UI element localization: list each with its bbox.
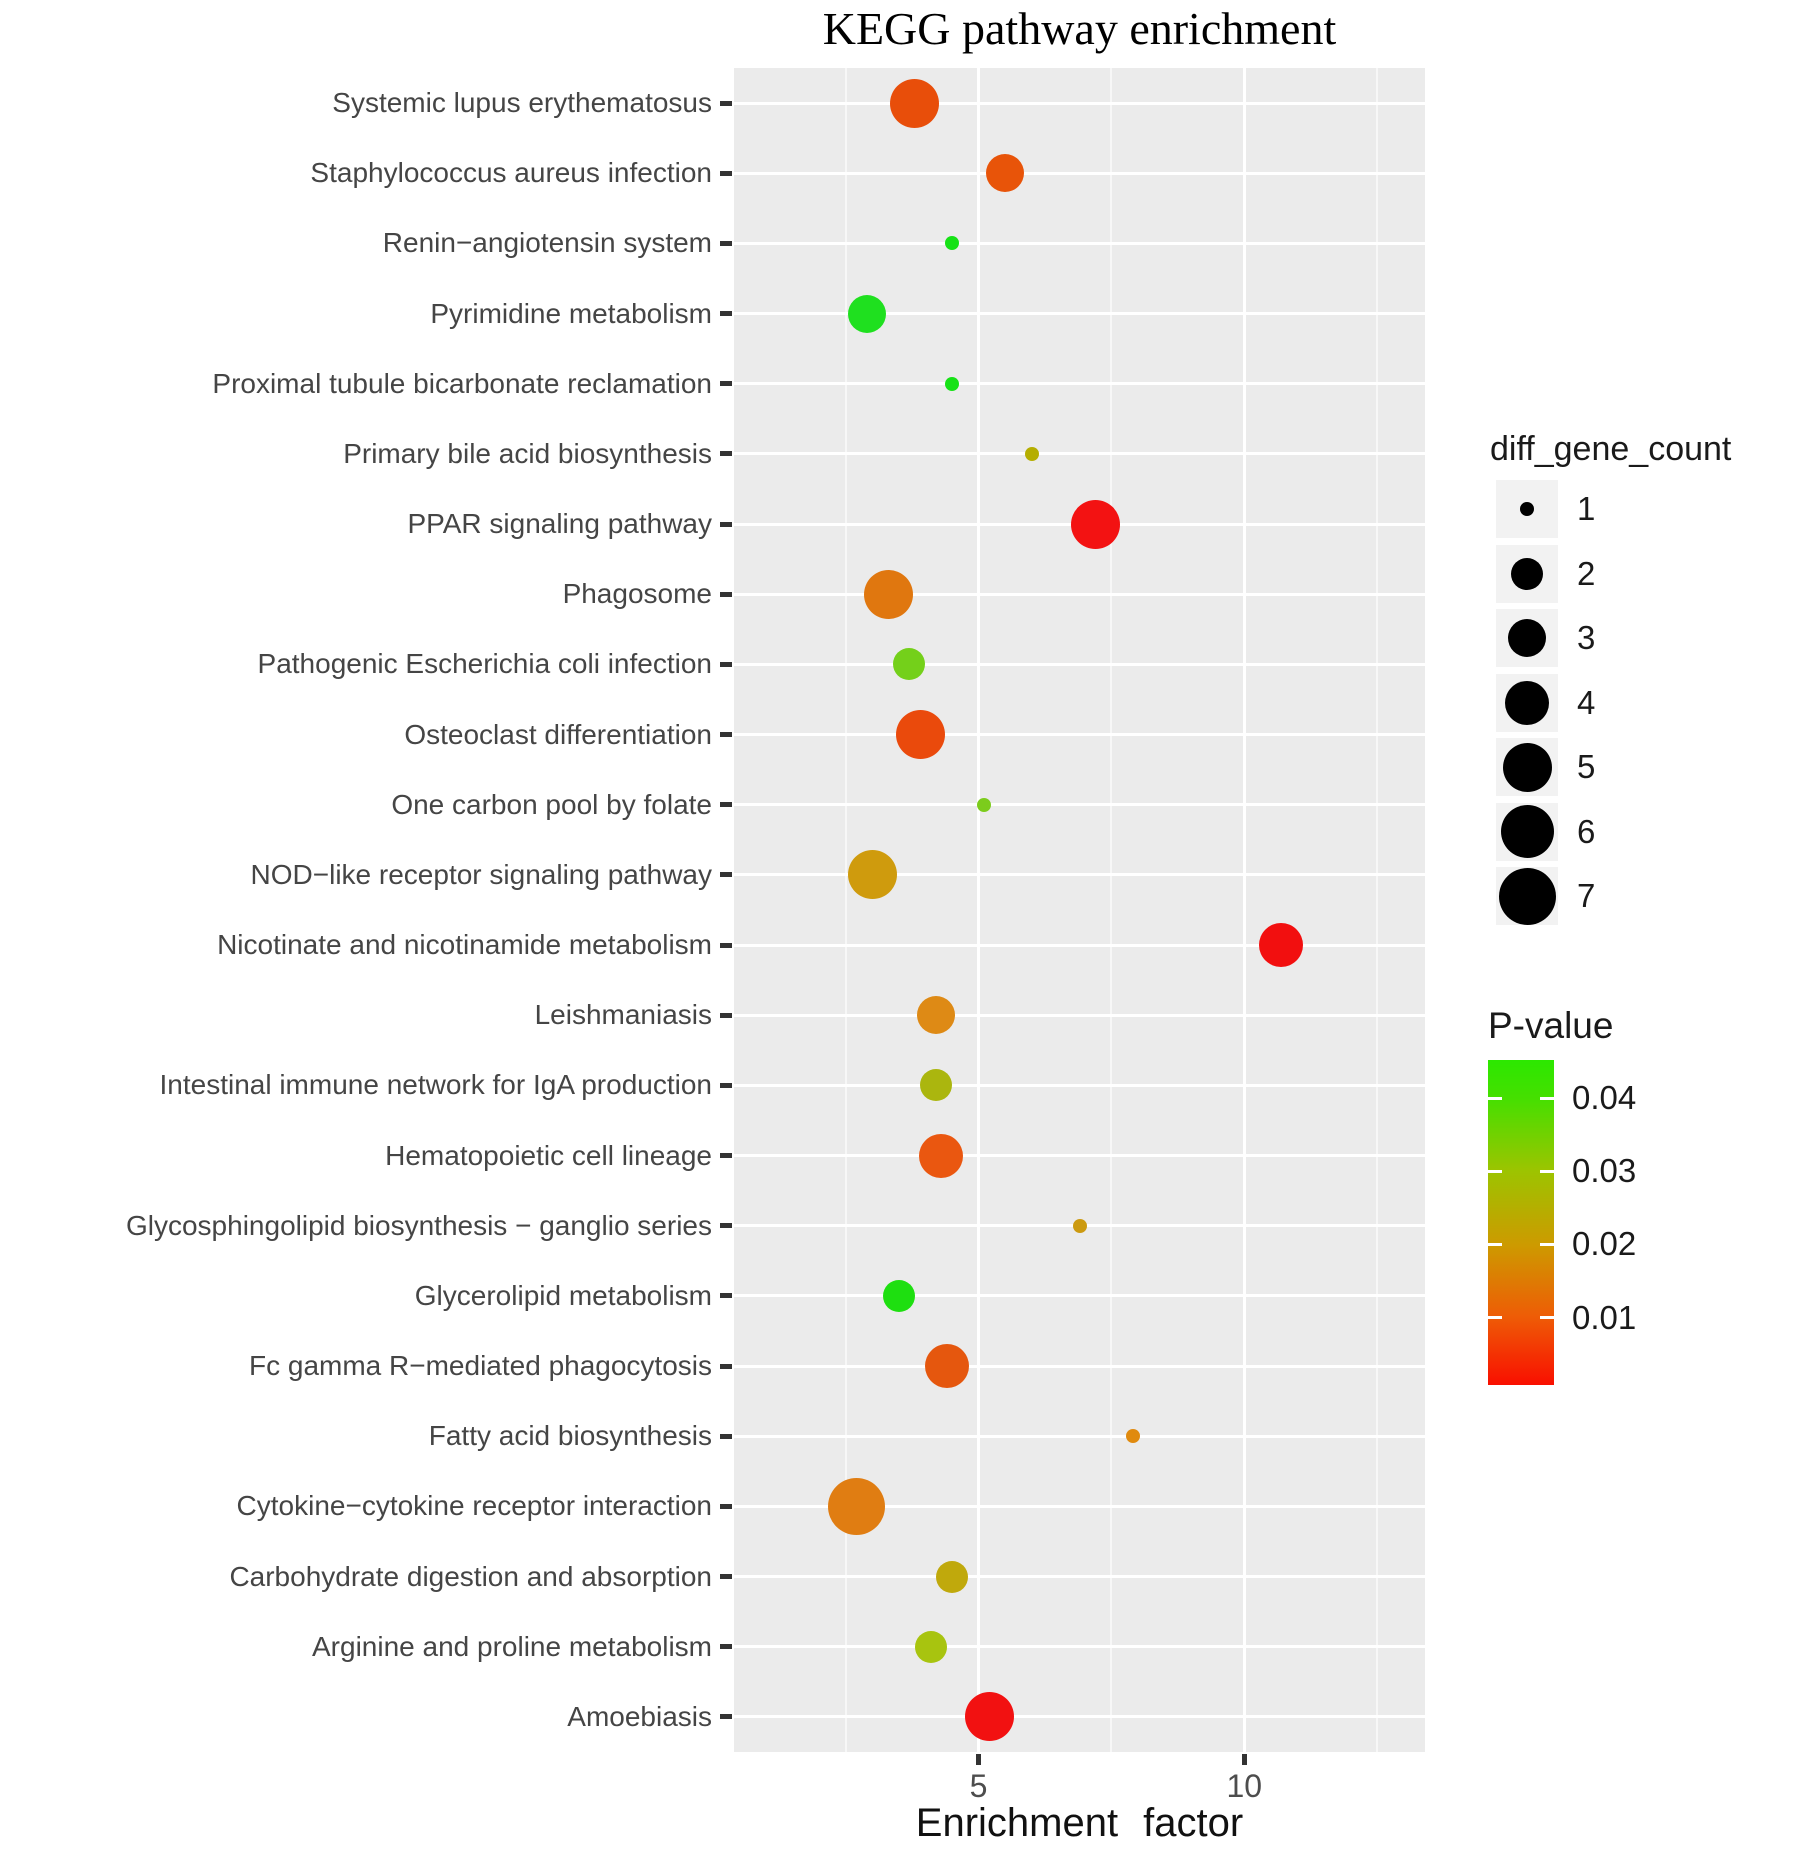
data-point — [1126, 1429, 1140, 1443]
pvalue-tick-label: 0.04 — [1572, 1079, 1637, 1117]
y-gridline-major — [734, 1365, 1425, 1368]
data-point — [936, 1561, 968, 1593]
data-point — [848, 295, 886, 333]
y-gridline-major — [734, 873, 1425, 876]
y-axis-tick — [720, 1504, 732, 1509]
size-legend-dot — [1505, 681, 1549, 725]
x-gridline-major — [977, 68, 980, 1752]
size-legend-dot — [1501, 805, 1554, 858]
x-axis-title: Enrichment factor — [915, 1801, 1244, 1845]
data-point — [848, 850, 897, 899]
y-gridline-major — [734, 242, 1425, 245]
y-gridline-major — [734, 1435, 1425, 1438]
y-gridline-major — [734, 593, 1425, 596]
y-axis-tick — [720, 101, 732, 106]
pvalue-tick-left — [1488, 1170, 1502, 1173]
y-gridline-major — [734, 452, 1425, 455]
pvalue-tick-right — [1540, 1243, 1554, 1246]
y-axis-tick — [720, 802, 732, 807]
y-axis-tick — [720, 451, 732, 456]
y-axis-label: Cytokine−cytokine receptor interaction — [236, 1490, 712, 1522]
y-axis-label: Staphylococcus aureus infection — [310, 157, 712, 189]
x-gridline-minor — [1376, 68, 1378, 1752]
y-axis-tick — [720, 1364, 732, 1369]
y-axis-tick — [720, 1083, 732, 1088]
data-point — [893, 648, 925, 680]
y-gridline-major — [734, 382, 1425, 385]
y-axis-tick — [720, 311, 732, 316]
y-gridline-major — [734, 803, 1425, 806]
y-axis-label: Systemic lupus erythematosus — [332, 87, 712, 119]
data-point — [945, 236, 959, 250]
y-gridline-major — [734, 663, 1425, 666]
y-axis-label: Intestinal immune network for IgA production — [159, 1069, 712, 1101]
y-axis-tick — [720, 381, 732, 386]
y-axis-label: Carbohydrate digestion and absorption — [229, 1560, 712, 1592]
y-axis-label: Proximal tubule bicarbonate reclamation — [212, 367, 712, 399]
data-point — [1025, 447, 1039, 461]
y-gridline-major — [734, 172, 1425, 175]
data-point — [919, 1134, 963, 1178]
data-point — [920, 1069, 952, 1101]
data-point — [864, 570, 913, 619]
data-point — [1071, 500, 1120, 549]
data-point — [883, 1280, 915, 1312]
x-axis-tick-label: 10 — [1226, 1768, 1263, 1804]
y-axis-tick — [720, 1293, 732, 1298]
data-point — [890, 79, 939, 128]
size-legend-dot — [1511, 558, 1543, 590]
y-axis-label: Hematopoietic cell lineage — [385, 1139, 712, 1171]
y-axis-tick — [720, 1574, 732, 1579]
data-point — [1259, 923, 1303, 967]
y-axis-tick — [720, 943, 732, 948]
y-axis-tick — [720, 522, 732, 527]
y-axis-label: Glycosphingolipid biosynthesis − ganglio series — [125, 1209, 712, 1241]
x-gridline-minor — [1110, 68, 1112, 1752]
size-legend-dot — [1503, 743, 1552, 792]
size-legend-label: 2 — [1577, 554, 1596, 592]
y-axis-tick — [720, 1013, 732, 1018]
y-axis-label: Pathogenic Escherichia coli infection — [257, 648, 712, 680]
y-axis-tick — [720, 872, 732, 877]
pvalue-tick-left — [1488, 1316, 1502, 1319]
size-legend-label: 4 — [1577, 683, 1596, 721]
data-point — [828, 1478, 885, 1535]
pvalue-tick-right — [1540, 1097, 1554, 1100]
pvalue-tick-label: 0.03 — [1572, 1152, 1637, 1190]
data-point — [915, 1631, 947, 1663]
pvalue-tick-left — [1488, 1097, 1502, 1100]
y-axis-tick — [720, 592, 732, 597]
y-axis-label: Pyrimidine metabolism — [430, 297, 712, 329]
data-point — [945, 377, 959, 391]
size-legend-dot — [1508, 619, 1546, 657]
y-gridline-major — [734, 312, 1425, 315]
pvalue-tick-right — [1540, 1316, 1554, 1319]
size-legend-label: 1 — [1577, 490, 1596, 527]
y-axis-tick — [720, 732, 732, 737]
y-axis-label: Leishmaniasis — [534, 999, 712, 1031]
y-axis-tick — [720, 1644, 732, 1649]
y-axis-label: Osteoclast differentiation — [404, 718, 712, 750]
y-gridline-major — [734, 1154, 1425, 1157]
data-point — [917, 996, 955, 1034]
data-point — [986, 154, 1024, 192]
y-axis-label: Nicotinate and nicotinamide metabolism — [217, 929, 712, 961]
data-point — [977, 798, 991, 812]
data-point — [896, 710, 945, 759]
size-legend-title: diff_gene_count — [1490, 430, 1732, 468]
y-axis-tick — [720, 1153, 732, 1158]
size-legend-dot — [1499, 868, 1556, 925]
y-axis-label: Fc gamma R−mediated phagocytosis — [249, 1350, 712, 1382]
x-axis-tick — [976, 1754, 981, 1765]
chart-title: KEGG pathway enrichment — [822, 3, 1337, 54]
pvalue-tick-left — [1488, 1243, 1502, 1246]
size-legend-label: 6 — [1577, 812, 1596, 850]
y-axis-tick — [720, 1714, 732, 1719]
y-axis-label: Glycerolipid metabolism — [414, 1279, 712, 1311]
size-legend-label: 7 — [1577, 877, 1596, 914]
y-axis-label: NOD−like receptor signaling pathway — [250, 858, 712, 890]
y-gridline-major — [734, 102, 1425, 105]
y-gridline-major — [734, 1715, 1425, 1718]
y-gridline-major — [734, 1084, 1425, 1087]
pvalue-tick-right — [1540, 1170, 1554, 1173]
y-axis-label: Fatty acid biosynthesis — [428, 1420, 712, 1452]
size-legend-label: 3 — [1577, 619, 1596, 656]
pvalue-gradient-bar — [1488, 1060, 1554, 1385]
y-gridline-major — [734, 944, 1425, 947]
y-gridline-major — [734, 1294, 1425, 1297]
y-gridline-major — [734, 1014, 1425, 1017]
y-axis-tick — [720, 1223, 732, 1228]
pvalue-tick-label: 0.01 — [1572, 1298, 1637, 1336]
pvalue-tick-label: 0.02 — [1572, 1225, 1637, 1263]
size-legend-label: 5 — [1577, 748, 1596, 785]
y-axis-tick — [720, 241, 732, 246]
y-gridline-major — [734, 733, 1425, 736]
size-legend-dot — [1520, 502, 1534, 516]
y-axis-label: Phagosome — [562, 578, 712, 610]
y-axis-label: Primary bile acid biosynthesis — [343, 437, 712, 469]
y-axis-tick — [720, 662, 732, 667]
data-point — [925, 1344, 969, 1388]
x-gridline-major — [1243, 68, 1246, 1752]
x-axis-tick-label: 5 — [969, 1768, 988, 1804]
x-axis-tick — [1242, 1754, 1247, 1765]
data-point — [965, 1692, 1014, 1741]
y-gridline-major — [734, 1645, 1425, 1648]
y-axis-tick — [720, 1434, 732, 1439]
y-axis-tick — [720, 171, 732, 176]
y-axis-label: Renin−angiotensin system — [382, 227, 712, 259]
y-axis-label: One carbon pool by folate — [391, 788, 712, 820]
plot-panel — [734, 68, 1425, 1752]
y-gridline-major — [734, 1575, 1425, 1578]
pvalue-legend-title: P-value — [1488, 1005, 1614, 1046]
data-point — [1073, 1219, 1087, 1233]
y-axis-label: Arginine and proline metabolism — [312, 1630, 712, 1662]
y-axis-label: Amoebiasis — [567, 1700, 712, 1732]
y-axis-label: PPAR signaling pathway — [407, 508, 712, 540]
